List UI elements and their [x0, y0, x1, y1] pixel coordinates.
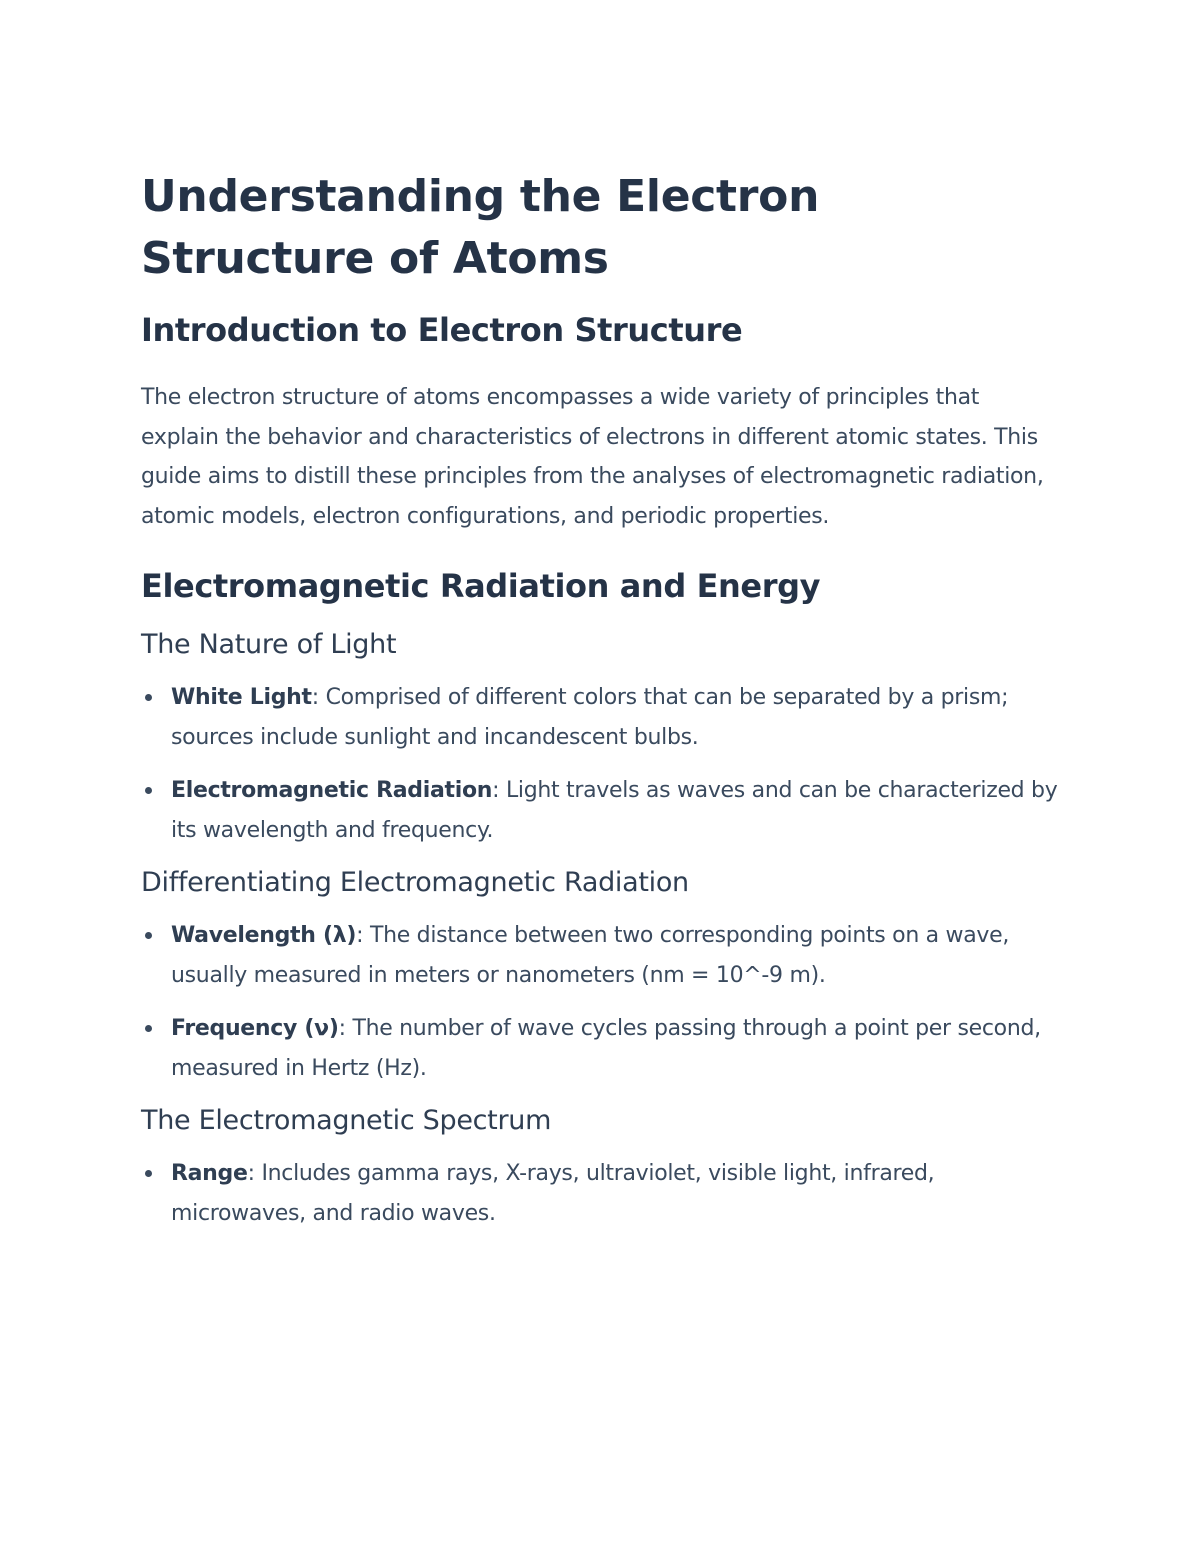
list-item [141, 1154, 1061, 1233]
list-item-separator: : [492, 778, 500, 803]
subheading-differentiating: Differentiating Electromagnetic Radiation [141, 867, 689, 898]
list-nature-of-light [141, 678, 1061, 850]
bullet-icon [145, 1170, 152, 1177]
list-item-term: Wavelength (λ) [171, 923, 357, 948]
list-item-term: Frequency (ν) [171, 1016, 339, 1041]
bullet-icon [145, 694, 152, 701]
list-item [141, 771, 1061, 850]
list-item-text: The distance between two corresponding points on a wave, usually measured in meters or nanometers (nm = 10^-9 m). [171, 923, 1010, 988]
section-heading-em: Electromagnetic Radiation and Energy [141, 567, 821, 605]
bullet-icon [145, 787, 152, 794]
list-item-text: The number of wave cycles passing through a point per second, measured in Hertz (Hz). [171, 1016, 1041, 1081]
list-item-term: Electromagnetic Radiation [171, 778, 493, 803]
list-item-separator: : [311, 685, 319, 710]
list-item [141, 678, 1061, 757]
subheading-spectrum: The Electromagnetic Spectrum [141, 1105, 552, 1136]
intro-paragraph: The electron structure of atoms encompasses a wide variety of principles that explain the behavior and characteristics of electrons in different atomic states. This guide aims to distill these principles from the analyses of electromagnetic radiation, atomic models, electron configurations, and periodic properties. [141, 385, 1044, 529]
bullet-icon [145, 1025, 152, 1032]
list-item [141, 1009, 1061, 1088]
list-item-text: Comprised of different colors that can be separated by a prism; sources include sunlight and incandescent bulbs. [171, 685, 1009, 750]
page-title: Understanding the Electron Structure of Atoms [141, 171, 820, 284]
list-item-text: Light travels as waves and can be characterized by its wavelength and frequency. [171, 778, 1058, 843]
list-item-term: Range [171, 1161, 248, 1186]
section-heading-intro: Introduction to Electron Structure [141, 311, 743, 349]
list-item-separator: : [356, 923, 364, 948]
document-content [141, 166, 1061, 1233]
list-item-separator: : [338, 1016, 346, 1041]
list-spectrum [141, 1154, 1061, 1233]
list-item-term: White Light [171, 685, 312, 710]
list-item-separator: : [247, 1161, 255, 1186]
bullet-icon [145, 932, 152, 939]
list-item [141, 916, 1061, 995]
subheading-nature-of-light: The Nature of Light [141, 629, 397, 660]
list-differentiating [141, 916, 1061, 1088]
list-item-text: Includes gamma rays, X-rays, ultraviolet, visible light, infrared, microwaves, and radio waves. [171, 1161, 935, 1226]
